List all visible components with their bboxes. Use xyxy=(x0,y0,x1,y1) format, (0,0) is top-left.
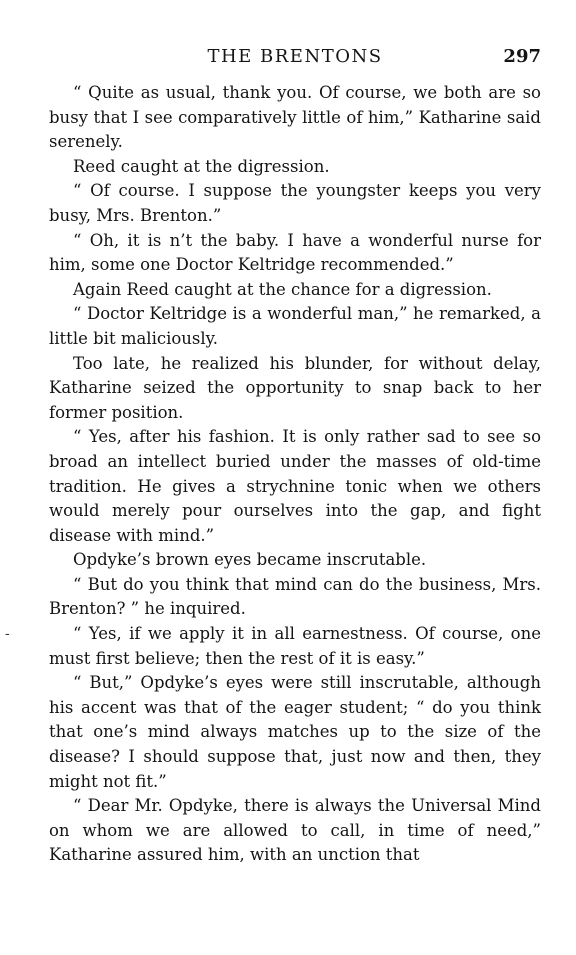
body-text xyxy=(49,81,541,868)
paragraph: Reed caught at the digression. xyxy=(73,156,330,176)
paragraph: “ Yes, if we apply it in all earnestness. Of course, one must first believe; then the rest of it is easy.” xyxy=(49,624,541,668)
paragraph: “ Oh, it is n’t the baby. I have a wonderful nurse for him, some one Doctor Keltridge recommended.” xyxy=(49,230,541,275)
paragraph: “ Of course. I suppose the youngster keeps you very busy, Mrs. Brenton.” xyxy=(49,181,541,225)
paragraph: Too late, he realized his blunder, for without delay, Katharine seized the opportunity to snap back to her former position. xyxy=(49,353,541,422)
page-number: 297 xyxy=(503,46,541,67)
paragraph: “ Quite as usual, thank you. Of course, we both are so busy that I see comparatively little of him,” Katharine said serenely. xyxy=(49,83,541,152)
margin-mark: - xyxy=(5,626,10,642)
running-title: THE BRENTONS xyxy=(207,46,383,67)
paragraph: “ Doctor Keltridge is a wonderful man,” he remarked, a little bit maliciously. xyxy=(49,304,541,348)
running-head xyxy=(49,44,541,70)
paragraph: Again Reed caught at the chance for a digression. xyxy=(73,279,492,299)
paragraph: Opdyke’s brown eyes became inscrutable. xyxy=(73,550,427,570)
paragraph: “ But,” Opdyke’s eyes were still inscrutable, although his accent was that of the eager student; “ do you think that one’s mind always matches up to the size of the disease? I should suppose that, just now and then, they might not fit.” xyxy=(49,673,541,791)
paragraph: “ Yes, after his fashion. It is only rather sad to see so broad an intellect buried under the masses of old-time tradition. He gives a strychnine tonic when we others would merely pour ourselves into the gap, and fight disease with mind.” xyxy=(49,427,541,545)
paragraph: “ Dear Mr. Opdyke, there is always the Universal Mind on whom we are allowed to call, in time of need,” Katharine assured him, with an unction that xyxy=(49,796,541,865)
paragraph: “ But do you think that mind can do the business, Mrs. Brenton? ” he inquired. xyxy=(49,574,541,619)
